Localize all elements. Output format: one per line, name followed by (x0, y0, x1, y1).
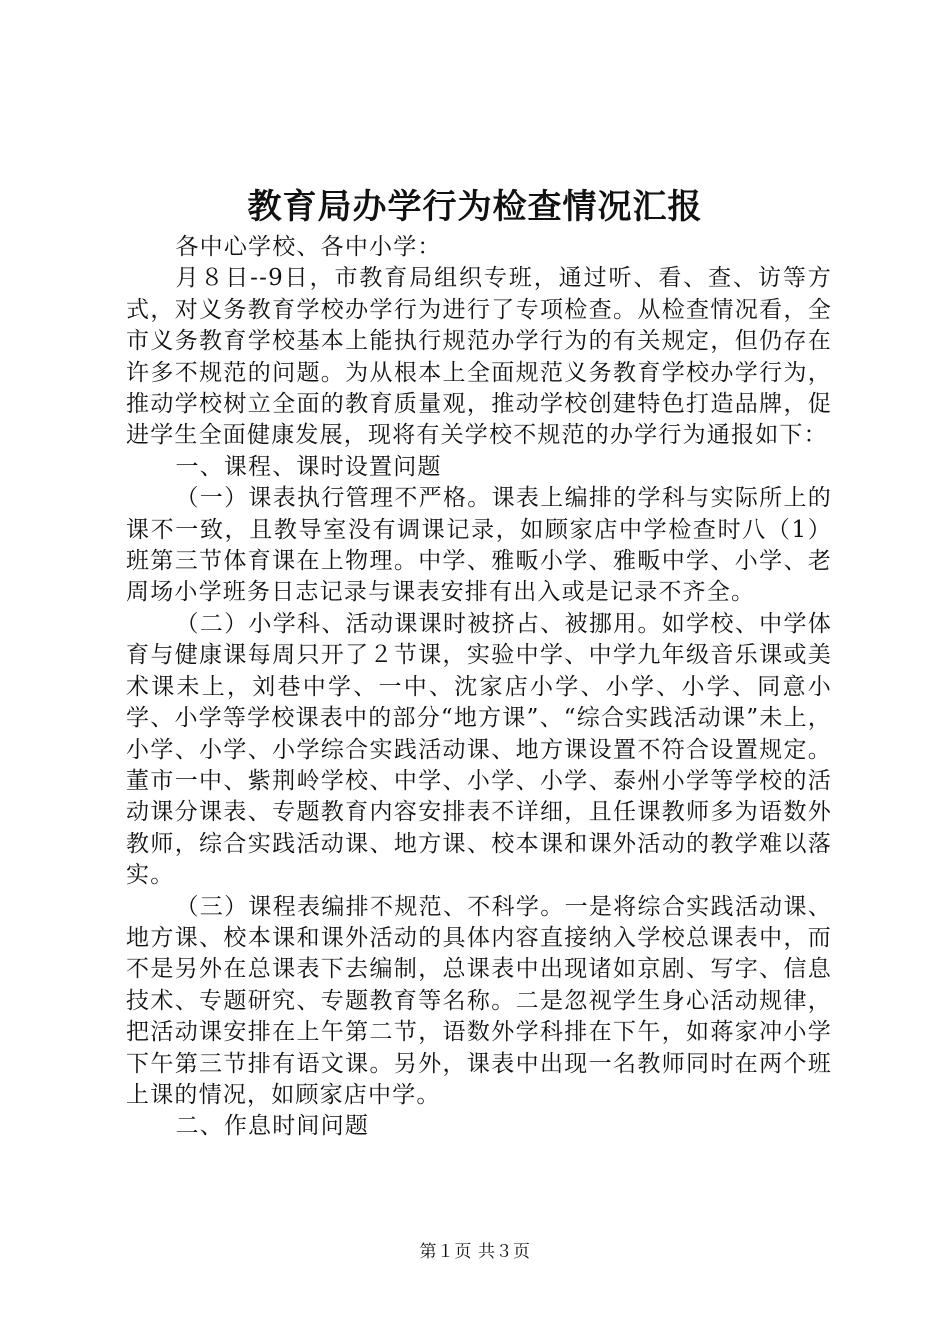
document-body (126, 232, 832, 1143)
document-title: 教育局办学行为检查情况汇报 (247, 187, 703, 227)
page-number: 第１页 共３页 (419, 1242, 531, 1262)
paragraph-timetable-arrangement: （三）课程表编排不规范、不科学。一是将综合实践活动课、地方课、校本课和课外活动的具体内容直接纳入学校总课表中，而不是另外在总课表下去编制，总课表中出现诸如京剧、写字、信息技术、专题研究、专题教育等名称。二是忽视学生身心活动规律，把活动课安排在上午第二节，语数外学科排在下午，如蒋家冲小学下午第三节排有语文课。另外，课表中出现一名教师同时在两个班上课的情况，如顾家店中学。 (126, 893, 832, 1108)
section-heading-schedule: 二、作息时间问题 (175, 1113, 370, 1140)
paragraph-class-hours: （二）小学科、活动课课时被挤占、被挪用。如学校、中学体育与健康课每周只开了２节课，实验中学、中学九年级音乐课或美术课未上，刘巷中学、一中、沈家店小学、小学、小学、同意小学、小学等学校课表中的部分“地方课”、“综合实践活动课”未上，小学、小学、小学综合实践活动课、地方课设置不符合设置规定。董市一中、紫荆岭学校、中学、小学、小学、泰州小学等学校的活动课分课表、专题教育内容安排表不详细，且任课教师多为语数外教师，综合实践活动课、地方课、校本课和课外活动的教学难以落实。 (126, 610, 832, 889)
paragraph-intro: 月８日--9日，市教育局组织专班，通过听、看、查、访等方式，对义务教育学校办学行为进行了专项检查。从检查情况看，全市义务教育学校基本上能执行规范办学行为的有关规定，但仍存在许多不规范的问题。为从根本上全面规范义务教育学校办学行为，推动学校树立全面的教育质量观，推动学校创建特色打造品牌，促进学生全面健康发展，现将有关学校不规范的办学行为通报如下： (126, 265, 832, 449)
paragraph-schedule-management: （一）课表执行管理不严格。课表上编排的学科与实际所上的课不一致，且教导室没有调课记录，如顾家店中学检查时八（1）班第三节体育课在上物理。中学、雅畈小学、雅畈中学、小学、老周场小学班务日志记录与课表安排有出入或是记录不齐全。 (126, 485, 832, 606)
section-heading-courses: 一、课程、课时设置问题 (175, 453, 442, 480)
salutation: 各中心学校、各中小学： (175, 234, 442, 260)
